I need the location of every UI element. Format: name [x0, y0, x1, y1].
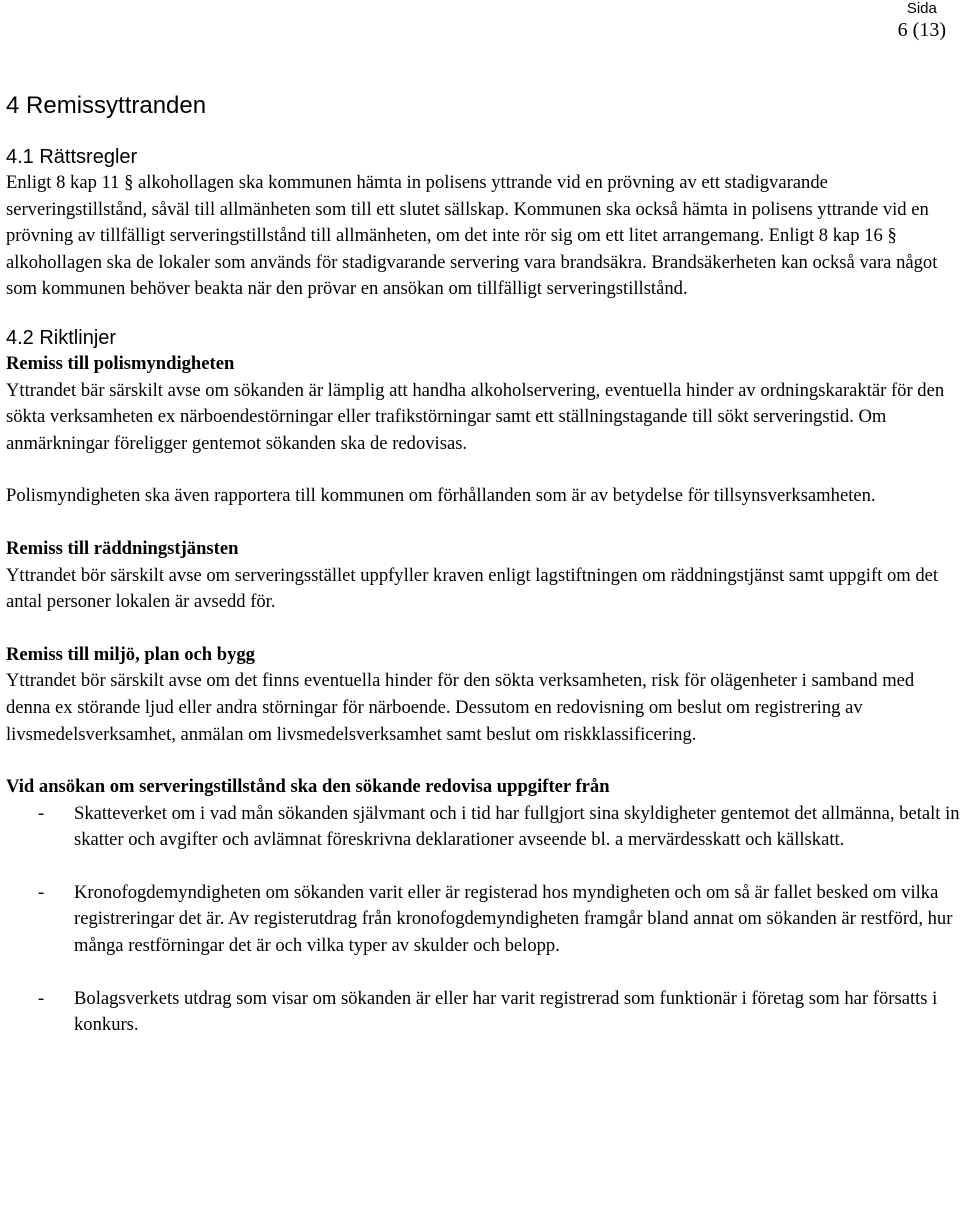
- heading-rescue: Remiss till räddningstjänsten: [6, 537, 239, 559]
- list-item: [6, 880, 960, 960]
- heading-environment: Remiss till miljö, plan och bygg: [6, 643, 255, 665]
- page-label: Sida: [906, 0, 937, 17]
- list-dash: -: [38, 987, 45, 1009]
- page-header: [898, 0, 946, 42]
- police-paragraph-1: Yttrandet bär särskilt avse om sökanden är lämplig att handha alkoholservering, eventuella hinder av ordningskaraktär för den sökta verksamheten ex närboendestörningar eller trafikstörningar samt ett ställningstagande till sökt serveringstid. Om anmärkningar föreligger gentemot sökanden ska de redovisas.: [6, 379, 945, 454]
- subsection-title-riktlinjer: 4.2 Riktlinjer: [6, 326, 117, 349]
- heading-application: Vid ansökan om serveringstillstånd ska den sökande redovisa uppgifter från: [6, 776, 610, 798]
- rattsregler-paragraph: Enligt 8 kap 11 § alkohollagen ska kommunen hämta in polisens yttrande vid en prövning av ett stadigvarande serveringstillstånd, såväl till allmänheten som till ett slutet sällskap. Kommunen ska också hämta in polisens yttrande vid en prövning av tillfälligt serveringstillstånd till allmänheten, om det inte rör sig om ett litet arrangemang. Enligt 8 kap 16 § alkohollagen ska de lokaler som används för stadigvarande servering vara brandsäkra. Brandsäkerheten kan också vara något som kommunen behöver beakta när den prövar en ansökan om tillfälligt serveringstillstånd.: [6, 172, 938, 300]
- page-number: 6 (13): [897, 19, 946, 41]
- list-item: [6, 986, 960, 1039]
- list-item: [6, 801, 960, 854]
- section-title: 4 Remissyttranden: [6, 92, 207, 119]
- list-dash: -: [38, 802, 45, 824]
- environment-paragraph: Yttrandet bör särskilt avse om det finns eventuella hinder för den sökta verksamheten, risk för olägenheter i samband med denna ex störande ljud eller andra störningar för närboende. Dessutom en redovisning om beslut om registrering av livsmedelsverksamhet, anmälan om livsmedelsverksamhet samt beslut om riskklassificering.: [6, 670, 915, 745]
- subsection-title-rattsregler: 4.1 Rättsregler: [6, 146, 138, 168]
- list-item-text: Kronofogdemyndigheten om sökanden varit eller är registerad hos myndigheten och om så är fallet besked om vilka registreringar det är. Av registerutdrag från kronofogdemyndigheten framgår bland annat om sökanden är restförd, hur många restförningar det är och vilka typer av skulder och belopp.: [74, 881, 953, 957]
- police-paragraph-2: Polismyndigheten ska även rapportera till kommunen om förhållanden som är av betydelse för tillsynsverksamheten.: [6, 485, 876, 507]
- list-dash: -: [38, 881, 45, 903]
- document-body: [6, 88, 960, 1065]
- rescue-paragraph: Yttrandet bör särskilt avse om serveringsstället uppfyller kraven enligt lagstiftningen om räddningstjänst samt uppgift om det antal personer lokalen är avsedd för.: [6, 564, 939, 613]
- list-item-text: Bolagsverkets utdrag som visar om sökanden är eller har varit registrerad som funktionär i företag som har försatts i konkurs.: [74, 987, 938, 1036]
- application-list: [6, 801, 960, 1039]
- heading-police: Remiss till polismyndigheten: [6, 352, 235, 374]
- list-item-text: Skatteverket om i vad mån sökanden självmant och i tid har fullgjort sina skyldigheter gentemot det allmänna, betalt in skatter och avgifter och avlämnat föreskrivna deklarationer avseende bl. a mervärdesskatt och källskatt.: [74, 802, 960, 851]
